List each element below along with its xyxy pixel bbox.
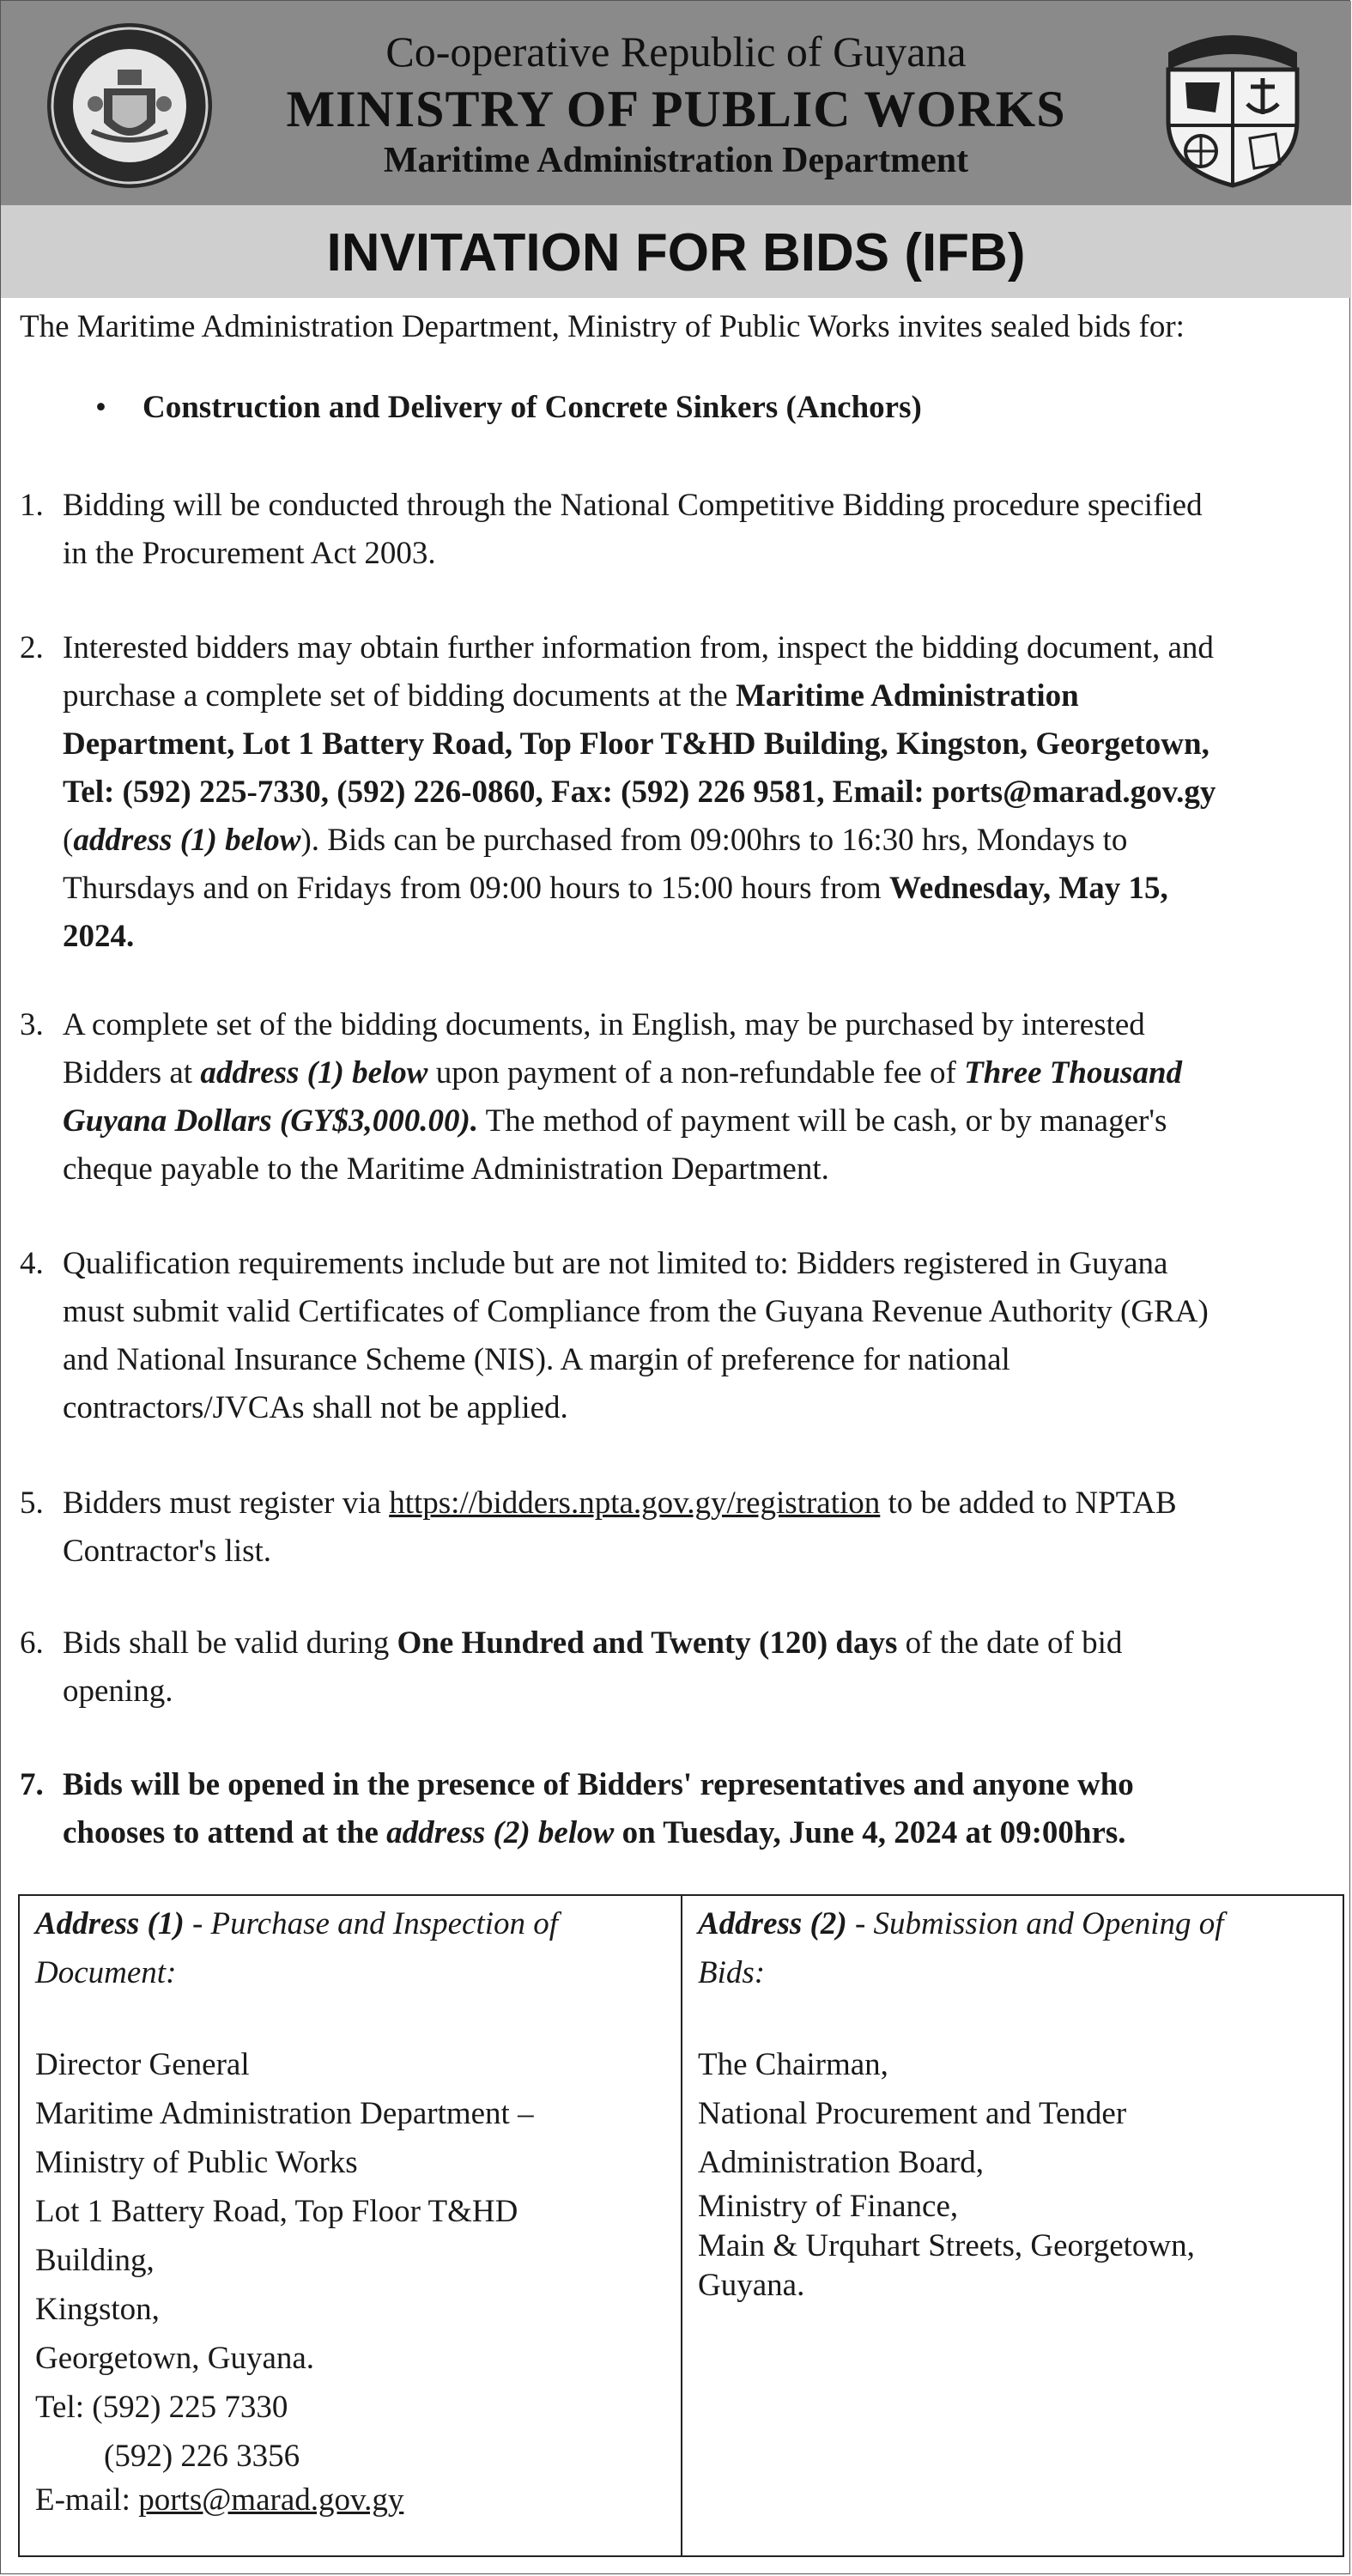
address-line: Tel: (592) 225 7330: [35, 2390, 288, 2425]
registration-link[interactable]: https://bidders.npta.gov.gy/registration: [389, 1485, 881, 1521]
item-number: 6.: [20, 1625, 44, 1661]
address-line: Ministry of Public Works: [35, 2145, 358, 2180]
header-banner: [1, 1, 1351, 205]
address-table: [18, 1894, 1344, 2557]
address-line: Georgetown, Guyana.: [35, 2341, 315, 2376]
bid-item: Construction and Delivery of Concrete Sinkers (Anchors): [142, 390, 922, 425]
item-number: 2.: [20, 630, 44, 665]
address-line: Director General: [35, 2047, 250, 2082]
address-line: Ministry of Finance,: [698, 2189, 959, 2224]
address-line: Kingston,: [35, 2292, 160, 2327]
address-line: Lot 1 Battery Road, Top Floor T&HD: [35, 2194, 518, 2229]
item-1: Bidding will be conducted through the National Competitive Bidding procedure specified in the Procurement Act 2003.: [63, 488, 1203, 571]
bullet-dot: •: [95, 390, 106, 425]
address-line: Guyana.: [698, 2268, 805, 2303]
country-name: Co-operative Republic of Guyana: [385, 27, 967, 76]
item-number: 4.: [20, 1246, 44, 1281]
ministry-name: MINISTRY OF PUBLIC WORKS: [286, 81, 1066, 137]
address-line: The Chairman,: [698, 2047, 888, 2082]
item-6: Bids shall be valid during One Hundred and Twenty (120) days of the date of bid opening.: [63, 1625, 1123, 1709]
address-line: National Procurement and Tender: [698, 2096, 1127, 2131]
item-number: 1.: [20, 488, 44, 523]
intro-text: The Maritime Administration Department, Ministry of Public Works invites sealed bids for:: [20, 309, 1185, 344]
email-link[interactable]: ports@marad.gov.gy: [138, 2482, 404, 2518]
item-3: A complete set of the bidding documents, in English, may be purchased by interested Bidders at address (1) below upon payment of a non-refundable fee of Three Thousand Guyana Dollars (GY$3,000.00). The method of payment will be cash, or by manager's cheque payable to the Maritime Administration Department.: [63, 1007, 1183, 1187]
address-1-cell: Address (1) - Purchase and Inspection of Document: Director General Maritime Administration Department – Ministry of Public Works Lot 1 Battery Road, Top Floor T&HD Building, Kingston, Georgetown, Guyana. Tel: (592) 225 7330 (592) 226 3356 E-mail: ports@marad.gov.gy: [35, 1896, 662, 2520]
department-name: Maritime Administration Department: [383, 141, 969, 180]
item-4: Qualification requirements include but are not limited to: Bidders registered in Guyana must submit valid Certificates of Compliance from the Guyana Revenue Authority (GRA) and National Insurance Scheme (NIS). A margin of preference for national contractors/JVCAs shall not be applied.: [63, 1246, 1209, 1425]
item-7: Bids will be opened in the presence of Bidders' representatives and anyone who chooses to attend at the address (2) below on Tuesday, June 4, 2024 at 09:00hrs.: [63, 1767, 1134, 1850]
address-tel-2: (592) 226 3356: [104, 2439, 300, 2474]
page-title: INVITATION FOR BIDS (IFB): [326, 223, 1026, 283]
address-line: Maritime Administration Department –: [35, 2096, 534, 2131]
item-5: Bidders must register via https://bidders.npta.gov.gy/registration to be added to NPTAB Contractor's list.: [63, 1485, 1177, 1569]
address-1-heading: Address (1) - Purchase and Inspection of Document:: [35, 1906, 559, 1990]
address-line: Main & Urquhart Streets, Georgetown,: [698, 2228, 1195, 2263]
item-number: 3.: [20, 1007, 44, 1042]
address-line: Administration Board,: [698, 2145, 984, 2180]
address-2-heading: Address (2) - Submission and Opening of Bids:: [698, 1906, 1224, 1990]
item-number: 7.: [20, 1767, 44, 1802]
table-divider: [681, 1896, 682, 2555]
item-2: Interested bidders may obtain further information from, inspect the bidding document, and purchase a complete set of bidding documents at the Maritime Administration Department, Lot 1 Battery Road, Top Floor T&HD Building, Kingston, Georgetown, Tel: (592) 225-7330, (592) 226-0860, Fax: (592) 226 9581, Email: ports@marad.gov.gy (address (1) below). Bids can be purchased from 09:00hrs to 16:30 hrs, Mondays to Thursdays and on Fridays from 09:00 hours to 15:00 hours from Wednesday, May 15, 2024.: [63, 630, 1216, 954]
address-line: Building,: [35, 2243, 155, 2278]
address-2-cell: [698, 1896, 1333, 2306]
item-number: 5.: [20, 1485, 44, 1521]
title-band: [1, 205, 1351, 298]
